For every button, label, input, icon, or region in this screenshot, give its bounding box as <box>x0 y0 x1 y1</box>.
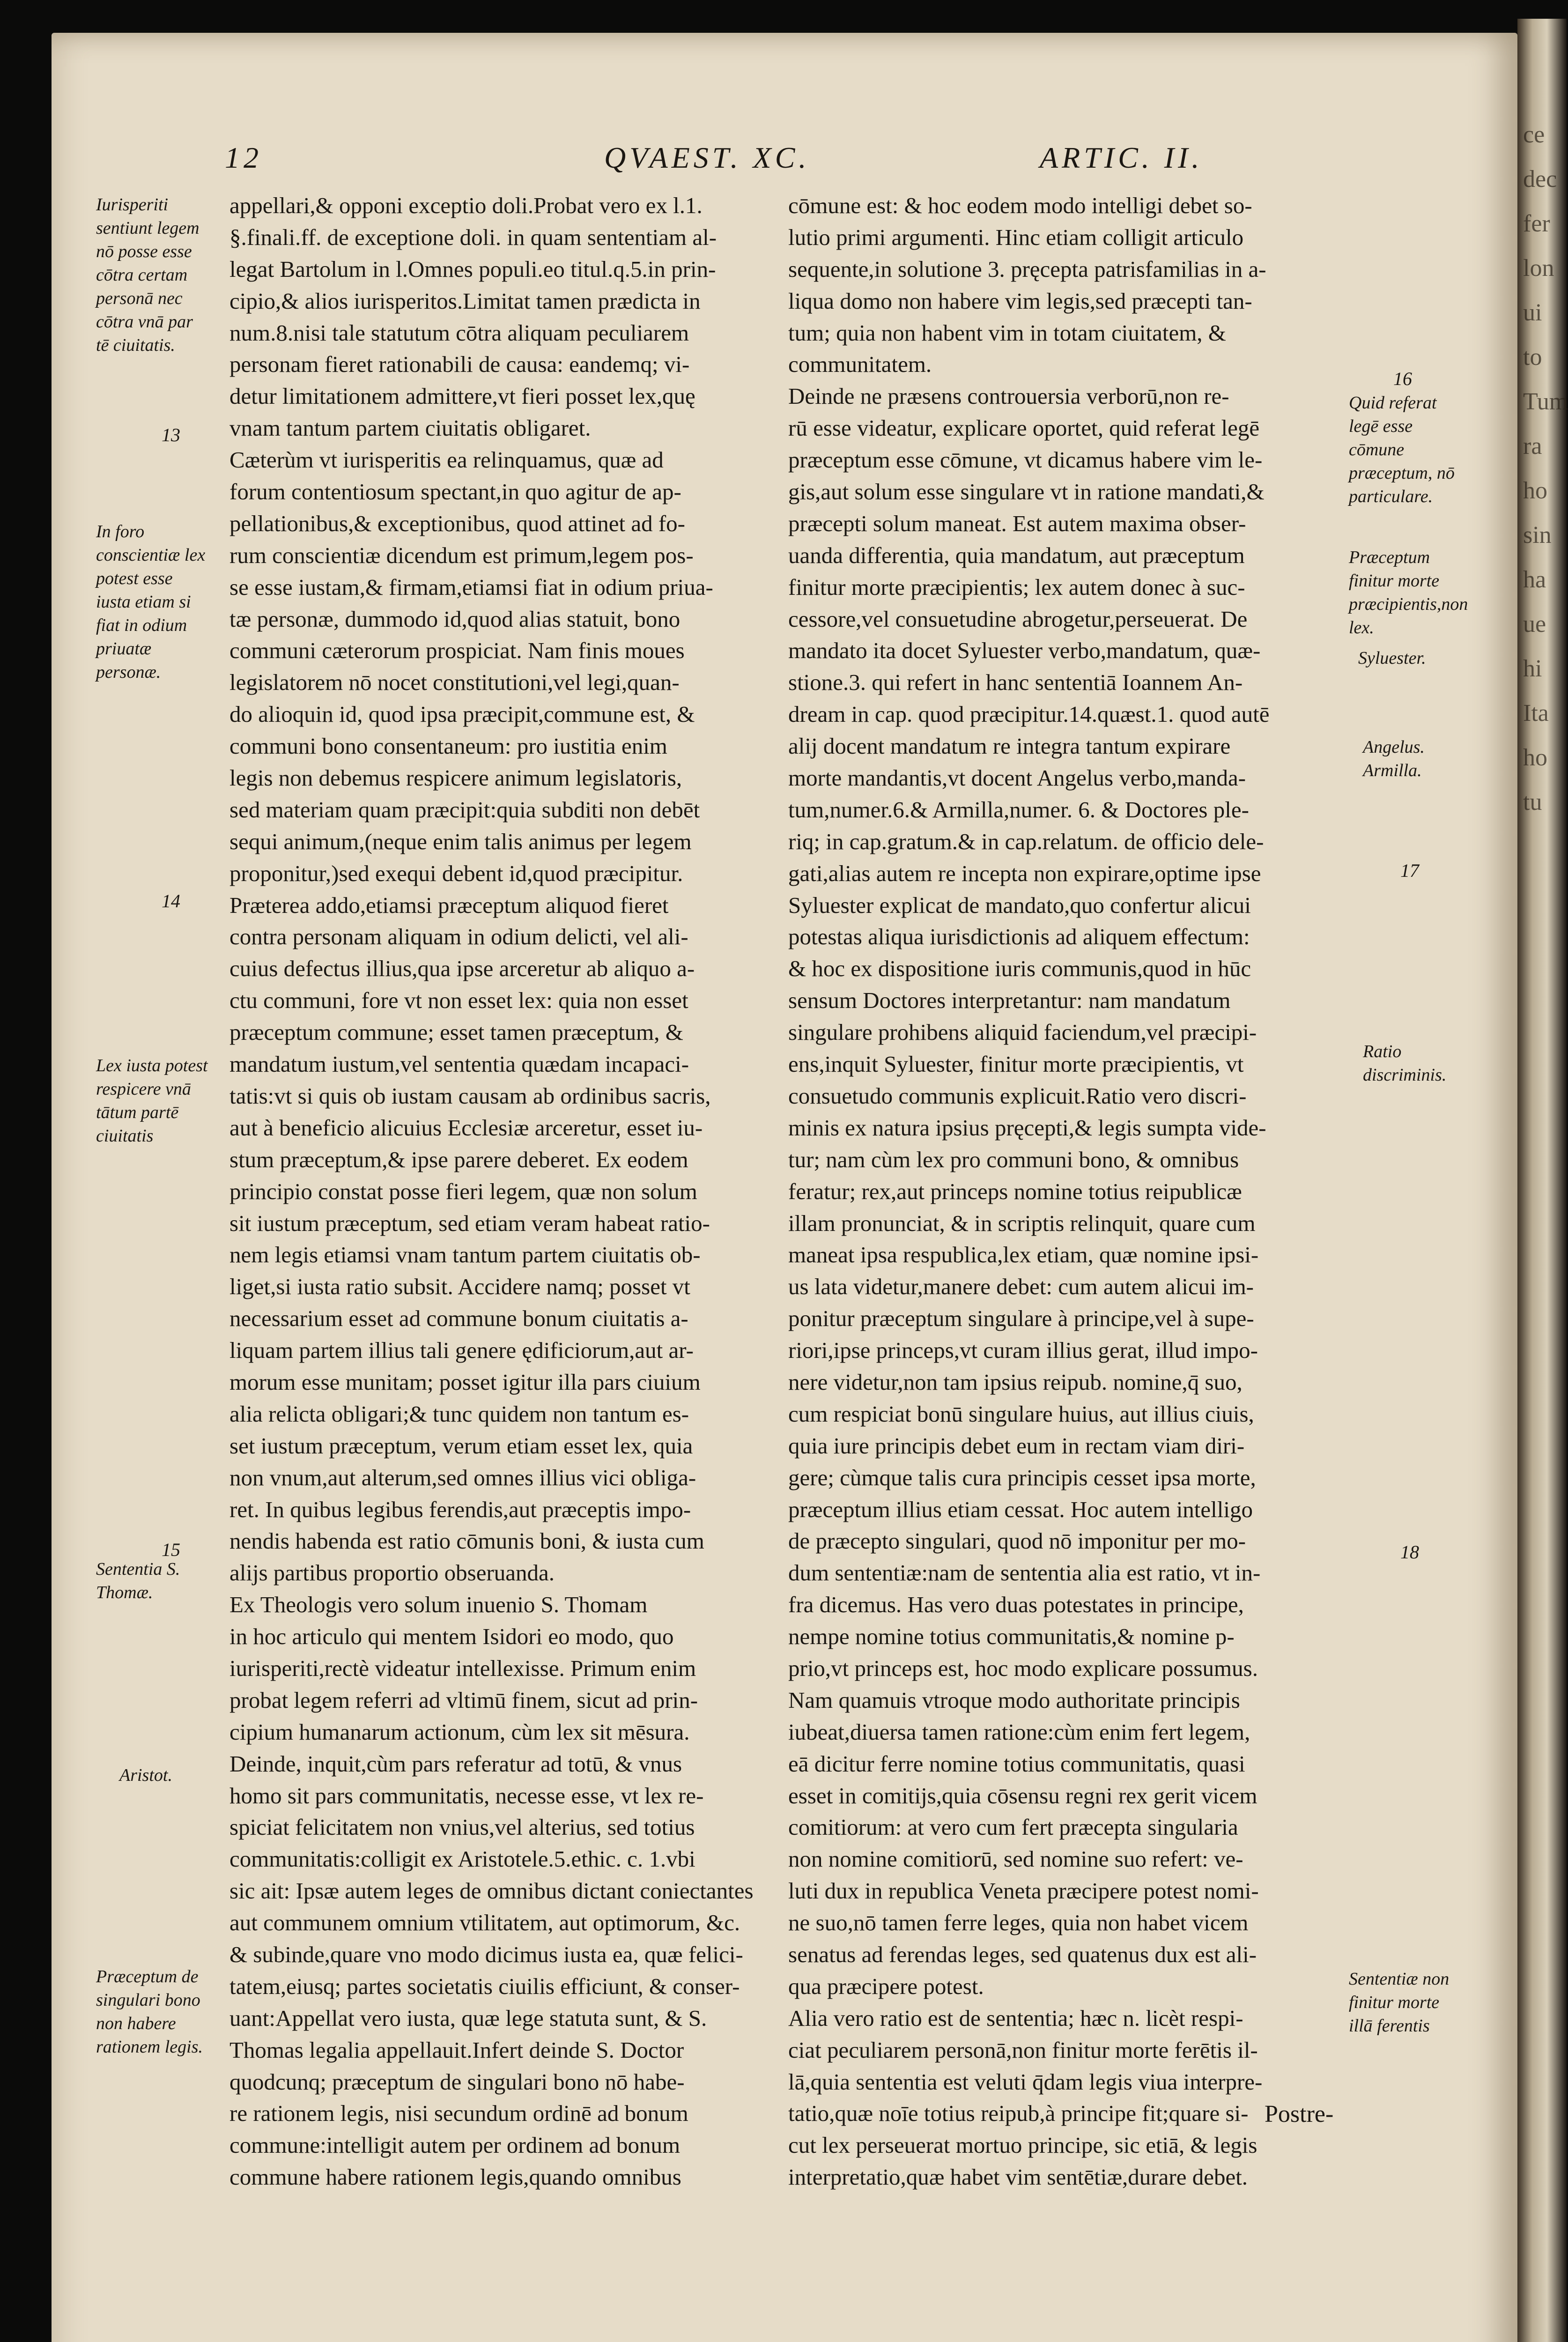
text-line: nempe nomine totius communitatis,& nomine p- <box>788 1623 1235 1650</box>
adjacent-page-fragment: ue <box>1523 611 1546 637</box>
text-line: finitur morte præcipientis; lex autem donec à suc- <box>788 574 1245 600</box>
text-line: nem legis etiamsi vnam tantum partem ciuitatis ob- <box>229 1242 701 1268</box>
right-margin-note: Syluester. <box>1358 648 1426 668</box>
text-line: cessore,vel consuetudine abrogetur,perseuerat. De <box>788 606 1248 632</box>
text-line: præceptum esse cōmune, vt dicamus habere vim le- <box>788 447 1263 473</box>
text-line: alijs partibus proportio obseruanda. <box>229 1560 555 1586</box>
right-margin-note: Angelus. Armilla. <box>1363 737 1425 780</box>
text-line: tur; nam cùm lex pro communi bono, & omnibus <box>788 1146 1239 1172</box>
text-line: communi cæterorum prospiciat. Nam finis moues <box>229 637 685 664</box>
text-line: iubeat,diuersa tamen ratione:cùm enim fert legem, <box>788 1719 1250 1745</box>
text-line: gati,alias autem re incepta non expirare,optime ipse <box>788 860 1261 886</box>
text-line: riori,ipse princeps,vt curam illius gerat, illud impo- <box>788 1337 1258 1364</box>
adjacent-page-fragment: Ita <box>1523 700 1549 726</box>
text-line: nendis habenda est ratio cōmunis boni, & iusta cum <box>229 1528 704 1554</box>
text-line: esset in comitijs,quia cōsensu regni rex gerit vicem <box>788 1782 1257 1808</box>
text-line: senatus ad ferendas leges, sed quatenus dux est ali- <box>788 1941 1257 1967</box>
text-line: ctu communi, fore vt non esset lex: quia non esset <box>229 987 688 1014</box>
text-line: tæ personæ, dummodo id,quod alias statuit, bono <box>229 606 680 632</box>
text-line: tum; quia non habent vim in totam ciuitatem, & <box>788 319 1226 346</box>
text-line: legis non debemus respicere animum legislatoris, <box>229 765 682 791</box>
text-line: num.8.nisi tale statutum cōtra aliquam peculiarem <box>229 319 689 346</box>
text-line: tum,numer.6.& Armilla,numer. 6. & Doctores ple- <box>788 796 1249 823</box>
right-margin-note: Ratio discriminis. <box>1363 1042 1447 1085</box>
text-line: quodcunq; præceptum de singulari bono nō habe- <box>229 2068 685 2095</box>
text-line: liqua domo non habere vim legis,sed præcepti tan- <box>788 288 1252 314</box>
left-margin-note: Sententia S. Thomæ. <box>96 1559 180 1602</box>
text-line: alij docent mandatum re integra tantum expirare <box>788 733 1231 759</box>
text-line: forum contentiosum spectant,in quo agitur de ap- <box>229 479 681 505</box>
text-line: potestas aliqua iurisdictionis ad aliquem effectum: <box>788 924 1250 950</box>
text-line: personam fieret rationabili de causa: eandemq; vi- <box>229 351 690 378</box>
text-line: sequente,in solutione 3. pręcepta patrisfamilias in a- <box>788 256 1266 282</box>
adjacent-page-fragment: dec <box>1523 166 1557 193</box>
text-line: commune habere rationem legis,quando omnibus <box>229 2164 681 2190</box>
text-line: Syluester explicat de mandato,quo confertur alicui <box>788 892 1251 918</box>
text-line: alia relicta obligari;& tunc quidem non tantum es- <box>229 1401 689 1427</box>
text-line: §.finali.ff. de exceptione doli. in quam sententiam al- <box>229 224 717 250</box>
adjacent-page-fragment: Tum <box>1523 388 1568 415</box>
text-line: sit iustum præceptum, sed etiam veram habeat ratio- <box>229 1210 710 1236</box>
text-line: Ex Theologis vero solum inuenio S. Thomam <box>229 1592 648 1618</box>
text-line: legislatorem nō nocet constitutioni,vel legi,quan- <box>229 669 680 696</box>
right-margin-note: Præceptum finitur morte præcipientis,non lex. <box>1349 548 1468 637</box>
text-line: feratur; rex,aut princeps nomine totius reipublicæ <box>788 1178 1242 1204</box>
left-margin-number: 13 <box>162 424 180 445</box>
text-line: communi bono consentaneum: pro iustitia enim <box>229 733 667 759</box>
right-margin-number: 17 <box>1400 860 1419 881</box>
text-line: stum præceptum,& ipse parere deberet. Ex eodem <box>229 1146 688 1172</box>
text-line: ciat peculiarem personā,non finitur morte ferētis il- <box>788 2037 1258 2063</box>
text-line: communitatem. <box>788 351 932 378</box>
text-line: detur limitationem admittere,vt fieri posset lex,quę <box>229 383 695 409</box>
question-heading: QVAEST. XC. <box>604 141 810 174</box>
adjacent-page-fragment: ho <box>1523 744 1547 771</box>
text-line: Thomas legalia appellauit.Infert deinde S. Doctor <box>229 2037 684 2063</box>
text-line: proponitur,)sed exequi debent id,quod præcipitur. <box>229 860 683 886</box>
text-line: sensum Doctores interpretantur: nam mandatum <box>788 987 1231 1014</box>
text-line: Deinde, inquit,cùm pars referatur ad totū, & vnus <box>229 1750 682 1777</box>
text-line: rū esse videatur, explicare oportet, quid referat legē <box>788 415 1260 441</box>
text-line: Deinde ne præsens controuersia verborū,non re- <box>788 383 1229 409</box>
adjacent-page-edge <box>1517 19 1567 2342</box>
text-line: dum sententiæ:nam de sententia alia est ratio, vt in- <box>788 1560 1261 1586</box>
text-line: liquam partem illius tali genere ędificiorum,aut ar- <box>229 1337 694 1364</box>
text-line: commune:intelligit autem per ordinem ad bonum <box>229 2132 680 2158</box>
text-line: in hoc articulo qui mentem Isidori eo modo, quo <box>229 1623 674 1650</box>
text-line: ret. In quibus legibus ferendis,aut præceptis impo- <box>229 1496 691 1522</box>
adjacent-page-fragment: ho <box>1523 477 1547 504</box>
text-line: quia iure principis debet eum in rectam viam diri- <box>788 1432 1245 1459</box>
adjacent-page-fragment: ra <box>1523 433 1542 460</box>
text-line: interpretatio,quæ habet vim sentētiæ,durare debet. <box>788 2164 1248 2190</box>
adjacent-page-fragment: sin <box>1523 522 1552 548</box>
left-text-column <box>229 190 768 2193</box>
text-line: illam pronunciat, & in scriptis relinquit, quare cum <box>788 1210 1256 1236</box>
text-line: ponitur præceptum singulare à principe,vel à supe- <box>788 1305 1254 1332</box>
right-margin-note: Sententiæ non finitur morte illā ferentis <box>1349 1969 1450 2036</box>
text-line: riq; in cap.gratum.& in cap.relatum. de officio dele- <box>788 828 1264 854</box>
text-line: singulare prohibens aliquid faciendum,vel præcipi- <box>788 1019 1257 1045</box>
text-line: gis,aut solum esse singulare vt in ratione mandati,& <box>788 479 1265 505</box>
adjacent-page-fragment: ui <box>1523 299 1542 326</box>
article-heading: ARTIC. II. <box>1040 141 1203 174</box>
text-line: ne suo,nō tamen ferre leges, quia non habet vicem <box>788 1910 1249 1936</box>
text-line: morte mandantis,vt docent Angelus verbo,manda- <box>788 765 1246 791</box>
text-line: morum esse munitam; posset igitur illa pars ciuium <box>229 1369 701 1395</box>
adjacent-page-fragment: fer <box>1523 210 1550 237</box>
left-margin-note: In foro conscientiæ lex potest esse iusta etiam si fiat in odium priuatæ personæ. <box>96 522 206 682</box>
text-line: & subinde,quare vno modo dicimus iusta ea, quæ felici- <box>229 1941 743 1967</box>
text-line: & hoc ex dispositione iuris communis,quod in hūc <box>788 956 1251 982</box>
text-line: legat Bartolum in l.Omnes populi.eo titul.q.5.in prin- <box>229 256 716 282</box>
text-line: lutio primi argumenti. Hinc etiam colligit articulo <box>788 224 1244 250</box>
text-line: aut à beneficio alicuius Ecclesiæ arceretur, esset iu- <box>229 1114 703 1141</box>
right-text-column <box>788 190 1327 2193</box>
text-line: sed materiam quam præcipit:quia subditi non debēt <box>229 796 700 823</box>
text-line: necessarium esset ad commune bonum ciuitatis a- <box>229 1305 688 1332</box>
text-line: spiciat felicitatem non vnius,vel alterius, sed totius <box>229 1814 695 1840</box>
text-line: rum conscientiæ dicendum est primum,legem pos- <box>229 542 694 568</box>
text-line: cipium humanarum actionum, cùm lex sit mēsura. <box>229 1719 690 1745</box>
text-line: contra personam aliquam in odium delicti, vel ali- <box>229 924 688 950</box>
text-line: præcepti solum maneat. Est autem maxima obser- <box>788 510 1246 536</box>
text-line: tatem,eiusq; partes societatis ciuilis efficiunt, & conser- <box>229 1973 740 1999</box>
running-header <box>173 141 1372 187</box>
text-line: ens,inquit Syluester, finitur morte præcipientis, vt <box>788 1051 1244 1077</box>
text-line: set iustum præceptum, verum etiam esset lex, quia <box>229 1432 693 1459</box>
text-line: uanda differentia, quia mandatum, aut præceptum <box>788 542 1245 568</box>
text-line: minis ex natura ipsius pręcepti,& legis sumpta vide- <box>788 1114 1266 1141</box>
text-line: uant:Appellat vero iusta, quæ lege statuta sunt, & S. <box>229 2005 707 2031</box>
text-line: vnam tantum partem ciuitatis obligaret. <box>229 415 591 441</box>
text-line: non nomine comitiorū, sed nomine suo refert: ve- <box>788 1846 1243 1872</box>
adjacent-page-fragments <box>1523 112 1568 2314</box>
adjacent-page-fragment: lon <box>1523 255 1554 282</box>
left-margin-note: Præceptum de singulari bono non habere rationem legis. <box>96 1967 203 2057</box>
text-line: mandatum iustum,vel sententia quædam incapaci- <box>229 1051 689 1077</box>
text-line: us lata videtur,manere debet: cum autem alicui im- <box>788 1274 1254 1300</box>
text-line: eā dicitur ferre nomine totius communitatis, quasi <box>788 1750 1245 1777</box>
text-line: luti dux in republica Veneta præcipere potest nomi- <box>788 1878 1259 1904</box>
text-line: cipio,& alios iurisperitos.Limitat tamen prædicta in <box>229 288 701 314</box>
text-line: mandato ita docet Syluester verbo,mandatum, quæ- <box>788 637 1261 664</box>
right-margin-number: 16 <box>1393 368 1412 389</box>
text-line: se esse iustam,& firmam,etiamsi fiat in odium priua- <box>229 574 713 600</box>
text-line: prio,vt princeps est, hoc modo explicare possumus. <box>788 1655 1258 1681</box>
right-margin-note: Quid referat legē esse cōmune præceptum, nō particulare. <box>1349 393 1455 506</box>
left-margin-number: 15 <box>162 1539 180 1560</box>
text-line: præceptum illius etiam cessat. Hoc autem intelligo <box>788 1496 1253 1522</box>
adjacent-page-fragment: hi <box>1523 655 1542 682</box>
text-line: consuetudo communis explicuit.Ratio vero discri- <box>788 1082 1247 1109</box>
text-line: Præterea addo,etiamsi præceptum aliquod fieret <box>229 892 669 918</box>
text-line: do alioquin id, quod ipsa præcipit,commune est, & <box>229 701 695 727</box>
adjacent-page-fragment: to <box>1523 344 1542 371</box>
text-line: cōmune est: & hoc eodem modo intelligi debet so- <box>788 193 1252 218</box>
text-line: aut communem omnium vtilitatem, aut optimorum, &c. <box>229 1910 740 1936</box>
text-line: dream in cap. quod præcipitur.14.quæst.1. quod autē <box>788 701 1270 727</box>
text-line: de præcepto singulari, quod nō imponitur per mo- <box>788 1528 1246 1554</box>
left-margin-note: Lex iusta potest respicere vnā tātum partē ciuitatis <box>96 1056 208 1146</box>
text-line: probat legem referri ad vltimū finem, sicut ad prin- <box>229 1687 698 1713</box>
text-line: cum respiciat bonū singulare huius, aut illius ciuis, <box>788 1401 1254 1427</box>
right-margin-number: 18 <box>1400 1542 1419 1563</box>
left-margin-note: Iurisperiti sentiunt legem nō posse esse cōtra certam personā nec cōtra vnā par tē ciuitatis. <box>96 195 200 355</box>
adjacent-page-fragment: ce <box>1523 121 1545 148</box>
text-line: re rationem legis, nisi secundum ordinē ad bonum <box>229 2100 688 2127</box>
adjacent-page-fragment: tu <box>1523 789 1542 815</box>
text-line: principio constat posse fieri legem, quæ non solum <box>229 1178 697 1204</box>
text-line: appellari,& opponi exceptio doli.Probat vero ex l.1. <box>229 193 703 218</box>
folio-number: 12 <box>225 141 262 174</box>
text-line: cuius defectus illius,qua ipse arceretur ab aliquo a- <box>229 956 695 982</box>
catchword: Postre- <box>1265 2101 1334 2127</box>
left-margin-note: Aristot. <box>119 1765 172 1785</box>
text-line: lā,quia sententia est veluti q̄dam legis viua interpre- <box>788 2068 1263 2095</box>
text-line: præceptum commune; esset tamen præceptum, & <box>229 1019 683 1045</box>
text-line: fra dicemus. Has vero duas potestates in principe, <box>788 1592 1244 1618</box>
text-line: cut lex perseuerat mortuo principe, sic etiā, & legis <box>788 2132 1257 2158</box>
text-line: Alia vero ratio est de sententia; hæc n. licèt respi- <box>788 2005 1243 2031</box>
text-line: homo sit pars communitatis, necesse esse, vt lex re- <box>229 1782 704 1808</box>
text-line: maneat ipsa respublica,lex etiam, quæ nomine ipsi- <box>788 1242 1259 1268</box>
text-line: qua præcipere potest. <box>788 1973 984 1999</box>
text-line: communitatis:colligit ex Aristotele.5.ethic. c. 1.vbi <box>229 1846 695 1872</box>
text-line: iurisperiti,rectè videatur intellexisse. Primum enim <box>229 1655 696 1681</box>
text-line: sic ait: Ipsæ autem leges de omnibus dictant coniectantes <box>229 1878 754 1904</box>
text-line: liget,si iusta ratio subsit. Accidere namq; posset vt <box>229 1274 690 1300</box>
adjacent-page-fragment: ha <box>1523 566 1546 593</box>
text-line: gere; cùmque talis cura principis cesset ipsa morte, <box>788 1464 1256 1490</box>
text-line: nere videtur,non tam ipsius reipub. nomine,q̄ suo, <box>788 1369 1243 1395</box>
text-line: stione.3. qui refert in hanc sententiā Ioannem An- <box>788 669 1243 696</box>
text-line: comitiorum: at vero cum fert præcepta singularia <box>788 1814 1238 1840</box>
text-line: Cæterùm vt iurisperitis ea relinquamus, quæ ad <box>229 447 664 473</box>
left-margin-number: 14 <box>162 890 180 912</box>
text-line: sequi animum,(neque enim talis animus per legem <box>229 828 692 854</box>
text-line: tatio,quæ noīe totius reipub,à principe fit;quare si- <box>788 2100 1249 2127</box>
text-line: tatis:vt si quis ob iustam causam ab ordinibus sacris, <box>229 1082 711 1109</box>
text-line: Nam quamuis vtroque modo authoritate principis <box>788 1687 1240 1713</box>
text-line: non vnum,aut alterum,sed omnes illius vici obliga- <box>229 1464 696 1490</box>
text-line: pellationibus,& exceptionibus, quod attinet ad fo- <box>229 510 685 536</box>
